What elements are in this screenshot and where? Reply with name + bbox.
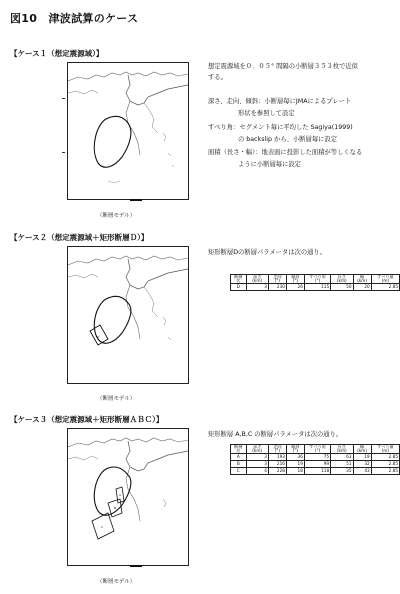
case1-description-line: すべり角：セグメント毎に平均した Sagiya(1999) bbox=[208, 124, 353, 131]
table-row bbox=[231, 284, 400, 291]
table-header: 長さ (km) bbox=[331, 445, 353, 454]
case2-heading: 【ケース２（想定震源域＋矩形断層Ｄ）】 bbox=[10, 233, 149, 242]
table-header: すべり角 (°) bbox=[304, 445, 330, 454]
table-cell: 2.85 bbox=[371, 461, 399, 468]
table-cell: 193 bbox=[268, 454, 286, 461]
case1-map bbox=[67, 62, 189, 200]
table-header-row bbox=[231, 445, 400, 454]
table-cell: 36 bbox=[286, 454, 304, 461]
table-header: 傾斜 (°) bbox=[286, 445, 304, 454]
case2-caption: （断層モデル） bbox=[97, 396, 136, 402]
case3-param-table bbox=[230, 444, 400, 475]
table-cell: 32 bbox=[353, 461, 371, 468]
table-header: 走向 (°) bbox=[268, 275, 286, 284]
table-header: 深さ (km) bbox=[246, 445, 268, 454]
table-cell: 228 bbox=[268, 468, 286, 475]
rect-fault-label: C bbox=[101, 525, 104, 529]
case1-description-line: 面積（長さ・幅）：地表面に投影した面積が等しくなる bbox=[208, 149, 363, 156]
table-cell: 3 bbox=[246, 454, 268, 461]
table-cell: C bbox=[231, 468, 247, 475]
tick-mark bbox=[62, 152, 65, 153]
case2-map-drawing bbox=[68, 247, 188, 383]
table-cell: 2.85 bbox=[371, 454, 399, 461]
case1-description-line: 想定震源域を０．０５° 間隔の小断層３５３枚で近似 bbox=[208, 63, 358, 70]
table-cell: 3 bbox=[246, 284, 268, 291]
case2-param-table bbox=[230, 274, 400, 291]
table-cell: 20 bbox=[353, 284, 371, 291]
case3-caption: （断層モデル） bbox=[97, 579, 136, 585]
table-cell: 18 bbox=[286, 468, 304, 475]
case3-heading: 【ケース３（想定震源域＋矩形断層ＡＢＣ）】 bbox=[10, 415, 164, 424]
case1-heading: 【ケース１（想定震源域）】 bbox=[10, 49, 104, 58]
table-cell: 115 bbox=[304, 284, 330, 291]
table-cell: 43 bbox=[353, 468, 371, 475]
case1-description-line: ように小断層毎に設定 bbox=[238, 161, 301, 168]
table-row bbox=[231, 461, 400, 468]
table-header: 走向 (°) bbox=[268, 445, 286, 454]
table-cell: 4 bbox=[246, 468, 268, 475]
table-cell: 2.85 bbox=[371, 284, 399, 291]
table-header: 傾斜 (°) bbox=[286, 275, 304, 284]
case2-map bbox=[67, 246, 189, 384]
table-header: 長さ (km) bbox=[331, 275, 353, 284]
table-row bbox=[231, 468, 400, 475]
table-header: すべり量 (m) bbox=[371, 445, 399, 454]
table-cell: 50 bbox=[331, 284, 353, 291]
case1-caption: （断層モデル） bbox=[97, 213, 136, 219]
figure-title: 図10 津波試算のケース bbox=[10, 12, 139, 25]
table-cell: 216 bbox=[268, 461, 286, 468]
rect-fault-label: A bbox=[119, 493, 122, 497]
table-cell: 35 bbox=[331, 468, 353, 475]
table-header: すべり量 (m) bbox=[371, 275, 399, 284]
case1-description-line: する。 bbox=[208, 74, 227, 81]
table-cell: 26 bbox=[286, 284, 304, 291]
table-header: 幅 (km) bbox=[353, 445, 371, 454]
table-cell: 99 bbox=[304, 461, 330, 468]
rect-fault-label: D bbox=[97, 335, 100, 339]
table-header: 断層名 bbox=[231, 445, 247, 454]
table-row bbox=[231, 454, 400, 461]
table-cell: 2.85 bbox=[371, 468, 399, 475]
table-cell: 19 bbox=[286, 461, 304, 468]
table-cell: 19 bbox=[353, 454, 371, 461]
case2-description-line: 矩形断層Dの断層パラメータは次の通り。 bbox=[208, 249, 327, 256]
table-header: すべり角 (°) bbox=[304, 275, 330, 284]
table-cell: A bbox=[231, 454, 247, 461]
table-cell: B bbox=[231, 461, 247, 468]
table-cell: 230 bbox=[268, 284, 286, 291]
table-cell: 118 bbox=[304, 468, 330, 475]
case3-map-drawing bbox=[68, 429, 188, 565]
table-cell: 63 bbox=[331, 454, 353, 461]
table-header: 断層名 bbox=[231, 275, 247, 284]
table-header-row bbox=[231, 275, 400, 284]
case1-description-line: 深さ、走向、傾斜：小断層毎にJMAによるプレート bbox=[208, 98, 352, 105]
scale-bar bbox=[130, 565, 142, 567]
case3-description-line: 矩形断層 A,B,C の断層パラメータは次の通り。 bbox=[208, 431, 343, 438]
table-header: 深さ (km) bbox=[246, 275, 268, 284]
table-cell: D bbox=[231, 284, 247, 291]
case3-map bbox=[67, 428, 189, 566]
table-cell: 75 bbox=[304, 454, 330, 461]
rect-fault-label: B bbox=[114, 506, 117, 510]
case1-description-line: の backslip から、小断層毎に設定 bbox=[238, 136, 338, 143]
case1-description-line: 形状を参照して設定 bbox=[238, 110, 295, 117]
scale-bar bbox=[130, 199, 142, 201]
table-cell: 51 bbox=[331, 461, 353, 468]
table-header: 幅 (km) bbox=[353, 275, 371, 284]
case1-map-drawing bbox=[68, 63, 188, 199]
table-cell: 3 bbox=[246, 461, 268, 468]
tick-mark bbox=[62, 98, 65, 99]
